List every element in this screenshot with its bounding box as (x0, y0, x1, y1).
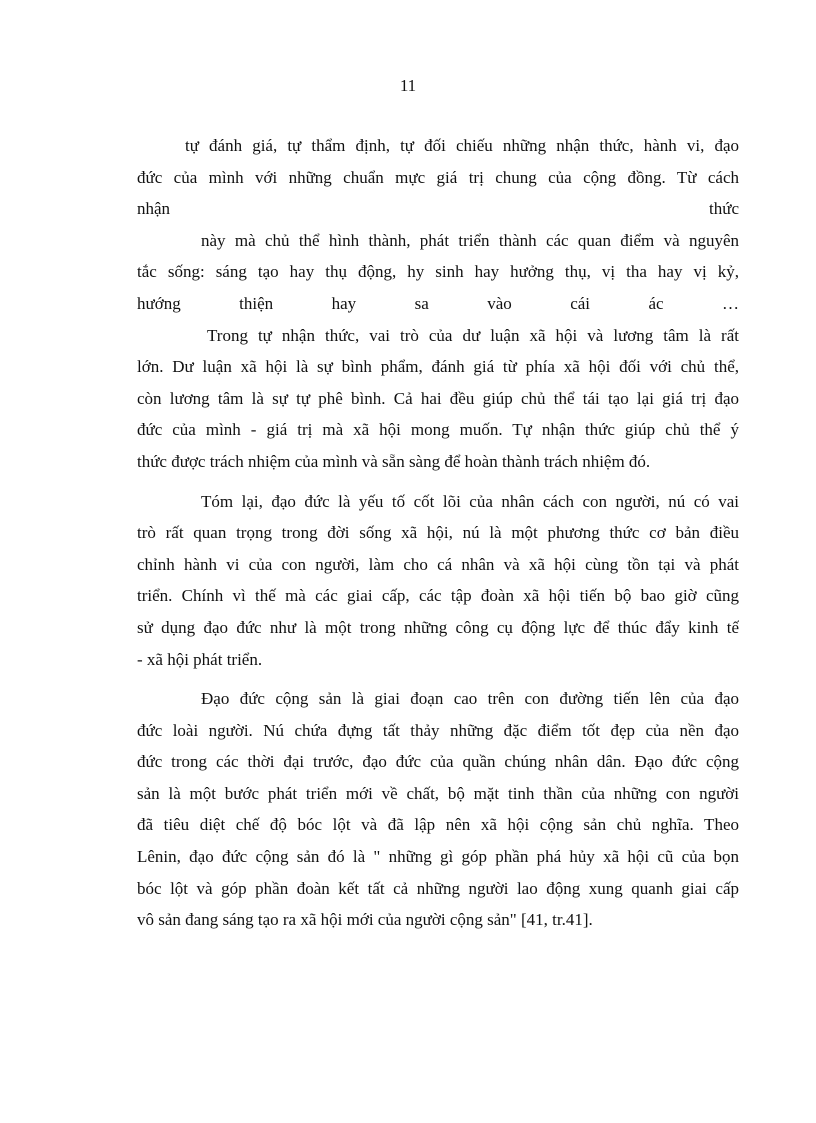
text-line: - xã hội phát triển. (137, 649, 263, 669)
text-line: thức được trách nhiệm của mình và sẵn sàng để hoàn thành trách nhiệm đó. (137, 451, 651, 471)
text-line: sản là một bước phát triển mới về chất, bộ mặt tinh thần của những con người (137, 783, 739, 803)
text-line: đã tiêu diệt chế độ bóc lột và đã lập nên xã hội cộng sản chủ nghĩa. Theo (137, 815, 739, 835)
text-line: tắc sống: sáng tạo hay thụ động, hy sinh hay hưởng thụ, vị tha hay vị kỷ, (137, 262, 739, 282)
text-line: triển. Chính vì thế mà các giai cấp, các tập đoàn xã hội tiến bộ bao giờ cũng (137, 586, 739, 606)
body-text (137, 130, 739, 936)
text-line: Tóm lại, đạo đức là yếu tố cốt lõi của nhân cách con người, nú có vai (201, 491, 739, 511)
text-line: còn lương tâm là sự tự phê bình. Cả hai đều giúp chủ thể tái tạo lại giá trị đạo (137, 388, 739, 408)
text-line: đức của mình với những chuẩn mực giá trị chung của cộng đồng. Từ cách (137, 167, 739, 187)
text-line: đức của mình - giá trị mà xã hội mong muốn. Tự nhận thức giúp chủ thể ý (137, 420, 739, 440)
text-line: sử dụng đạo đức như là một trong những công cụ động lực để thúc đẩy kinh tế (137, 617, 739, 637)
text-line: trò rất quan trọng trong đời sống xã hội, nú là một phương thức cơ bản điều (137, 523, 739, 543)
text-line: bóc lột và góp phần đoàn kết tất cả những người lao động xung quanh giai cấp (137, 878, 739, 898)
text-line: vô sản đang sáng tạo ra xã hội mới của người cộng sản" [41, tr.41]. (137, 910, 593, 930)
text-line: lớn. Dư luận xã hội là sự bình phẩm, đánh giá từ phía xã hội đối với chủ thể, (137, 357, 739, 377)
text-line: Trong tự nhận thức, vai trò của dư luận xã hội và lương tâm là rất (207, 325, 739, 345)
text-line: này mà chủ thể hình thành, phát triển thành các quan điểm và nguyên (201, 230, 739, 250)
text-line: Đạo đức cộng sản là giai đoạn cao trên con đường tiến lên của đạo (201, 689, 739, 709)
text-line: hướng thiện hay sa vào cái ác … (137, 293, 739, 313)
text-line: đức trong các thời đại trước, đạo đức của quần chúng nhân dân. Đạo đức cộng (137, 752, 739, 772)
text-line: Lênin, đạo đức cộng sản đó là " những gì góp phần phá hủy xã hội cũ của bọn (137, 847, 739, 867)
text-line: đức loài người. Nú chứa đựng tất thảy những đặc điểm tốt đẹp của nền đạo (137, 720, 739, 740)
page-number: 11 (399, 76, 417, 95)
text-line: nhận thức (137, 199, 739, 219)
text-line: tự đánh giá, tự thẩm định, tự đối chiếu những nhận thức, hành vi, đạo (185, 136, 739, 155)
text-line: chỉnh hành vi của con người, làm cho cá nhân và xã hội cùng tồn tại và phát (137, 554, 739, 574)
